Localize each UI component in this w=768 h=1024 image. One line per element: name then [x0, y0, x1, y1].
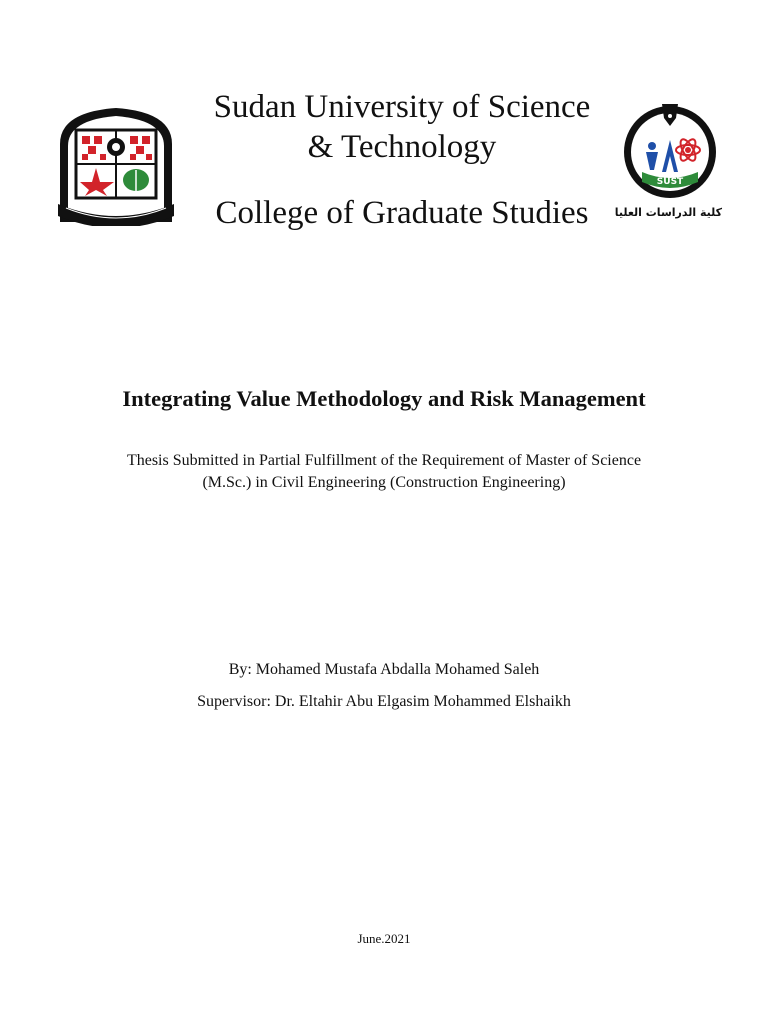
university-name-line1: Sudan University of Science	[213, 89, 591, 125]
graduate-college-arabic-caption: كلية الدراسات العليا	[614, 206, 722, 219]
supervisor-line: Supervisor: Dr. Eltahir Abu Elgasim Mohammed Elshaikh	[197, 693, 571, 710]
college-name: College of Graduate Studies	[215, 195, 589, 231]
sust-graduate-college-logo	[620, 100, 720, 202]
submission-statement	[80, 450, 688, 494]
submission-line2: (M.Sc.) in Civil Engineering (Construction Engineering)	[202, 474, 566, 491]
submission-line1: Thesis Submitted in Partial Fulfillment of the Requirement of Master of Science	[126, 452, 642, 469]
university-name	[182, 87, 622, 167]
sust-emblem-icon	[620, 100, 720, 202]
university-crest-logo	[52, 104, 180, 226]
university-crest-icon	[52, 104, 180, 226]
university-name-line2: & Technology	[307, 129, 497, 165]
author-line: By: Mohamed Mustafa Abdalla Mohamed Saleh	[228, 661, 540, 678]
thesis-title: Integrating Value Methodology and Risk Management	[122, 386, 646, 411]
submission-date: June.2021	[357, 931, 411, 946]
sust-logo-text: SUST	[656, 177, 684, 187]
